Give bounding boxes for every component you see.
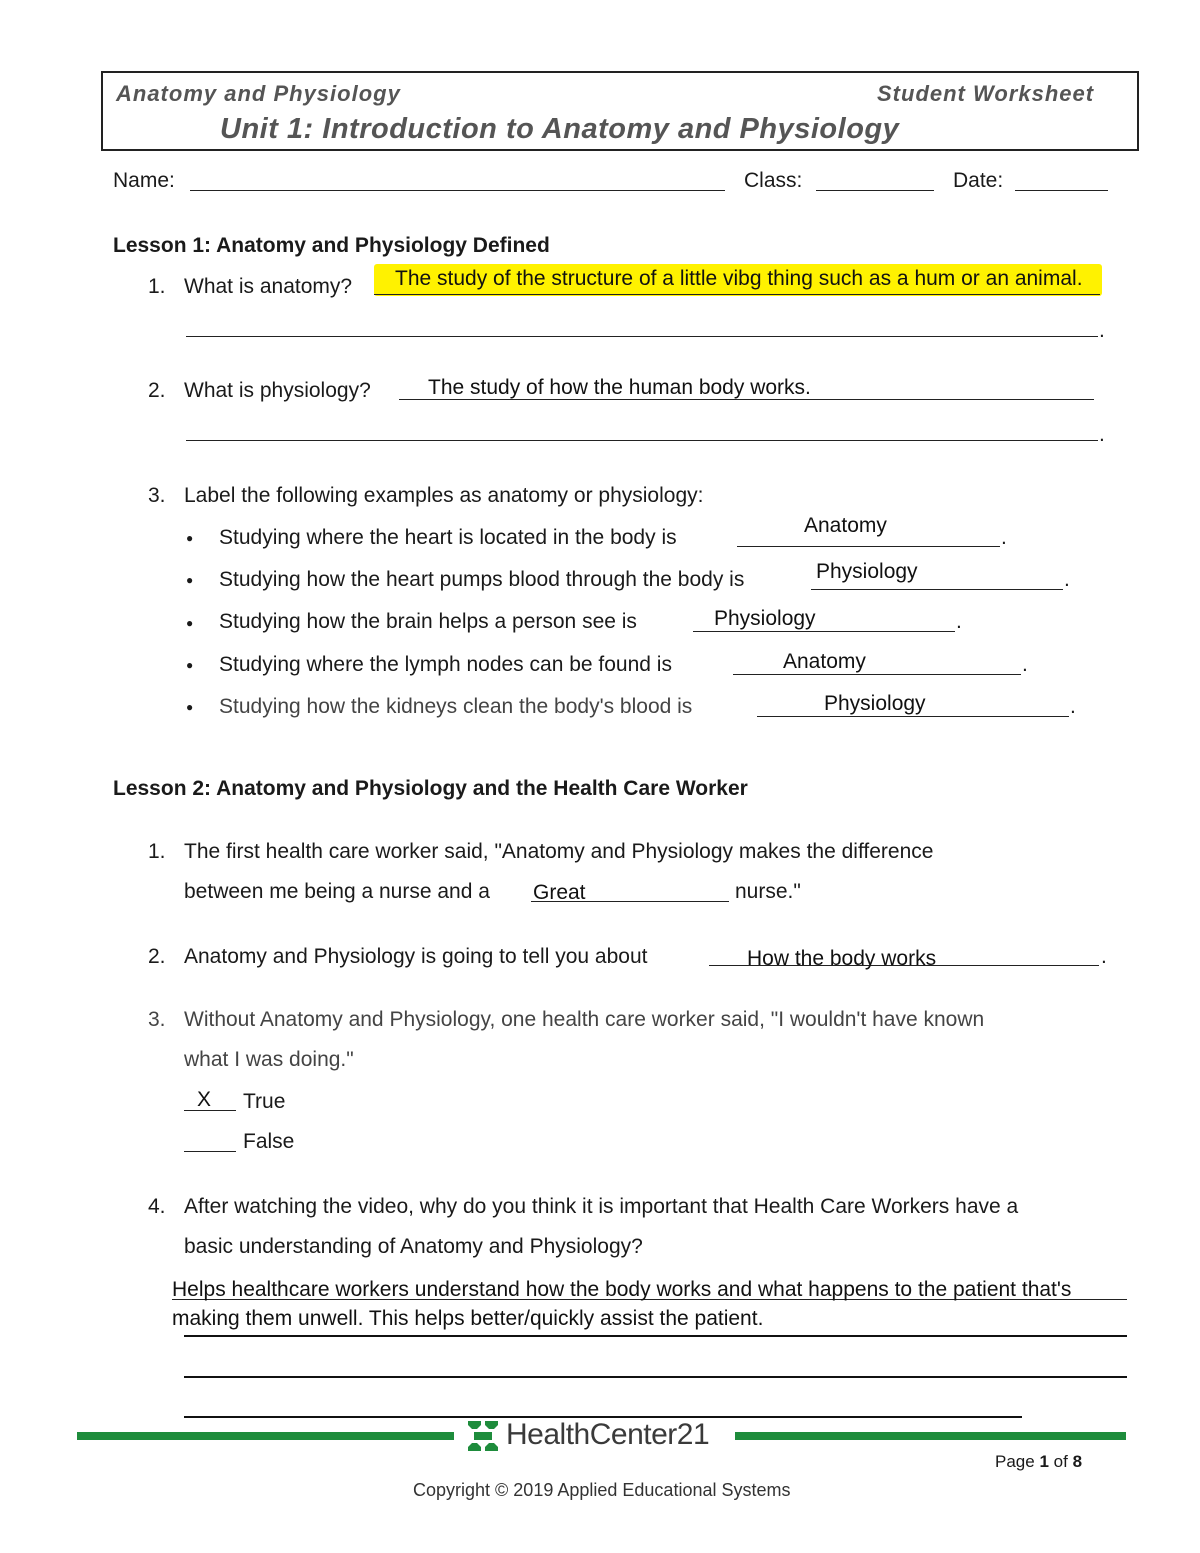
l2-q1-answer: Great bbox=[533, 881, 586, 904]
class-field[interactable] bbox=[816, 190, 934, 191]
l1-q3-item-text: Studying where the lymph nodes can be found is bbox=[219, 653, 672, 676]
name-field[interactable] bbox=[190, 190, 725, 191]
period: . bbox=[1064, 568, 1070, 591]
l2-q1-number: 1. bbox=[148, 840, 166, 863]
true-option-label: True bbox=[243, 1090, 286, 1113]
copyright-notice: Copyright © 2019 Applied Educational Systems bbox=[413, 1480, 791, 1500]
period: . bbox=[1070, 695, 1076, 718]
l1-q2-answer-line-2[interactable] bbox=[186, 440, 1098, 441]
l1-q3-item-text: Studying how the brain helps a person see is bbox=[219, 610, 637, 633]
l1-q3-item-answer-line[interactable] bbox=[757, 716, 1069, 717]
l2-q2-number: 2. bbox=[148, 945, 166, 968]
l1-q3-number: 3. bbox=[148, 484, 166, 507]
bullet-icon: ● bbox=[186, 531, 194, 545]
lesson2-heading: Lesson 2: Anatomy and Physiology and the Health Care Worker bbox=[113, 777, 748, 800]
period: . bbox=[1001, 526, 1007, 549]
l1-q3-item-answer: Physiology bbox=[714, 607, 816, 630]
true-answer-mark: X bbox=[197, 1088, 212, 1111]
bullet-icon: ● bbox=[186, 658, 194, 672]
l1-q3-item-text: Studying how the kidneys clean the body's blood is bbox=[219, 695, 693, 718]
l2-q1-line2-pre: between me being a nurse and a bbox=[184, 880, 490, 903]
l2-q3-line1: Without Anatomy and Physiology, one health care worker said, "I wouldn't have known bbox=[184, 1008, 985, 1031]
l1-q3-item-answer: Physiology bbox=[816, 560, 918, 583]
healthcenter21-logo-text: HealthCenter21 bbox=[506, 1418, 710, 1451]
l2-q4-answer-line1: Helps healthcare workers understand how the body works and what happens to the patient that's bbox=[172, 1278, 1072, 1301]
period: . bbox=[956, 610, 962, 633]
l1-q1-number: 1. bbox=[148, 275, 166, 298]
bullet-icon: ● bbox=[186, 616, 194, 630]
l2-q4-answer-line[interactable] bbox=[184, 1335, 1127, 1337]
bullet-icon: ● bbox=[186, 700, 194, 714]
period: . bbox=[1022, 653, 1028, 676]
page-title: Unit 1: Introduction to Anatomy and Physiology bbox=[220, 113, 900, 145]
l1-q3-item-answer-line[interactable] bbox=[693, 631, 955, 632]
l1-q1-answer: The study of the structure of a little vibg thing such as a hum or an animal. bbox=[395, 267, 1083, 290]
l1-q3-item-answer: Anatomy bbox=[783, 650, 866, 673]
l2-q1-line2-post: nurse." bbox=[735, 880, 801, 903]
l1-q3-item-answer-line[interactable] bbox=[733, 674, 1021, 675]
l1-q3-text: Label the following examples as anatomy or physiology: bbox=[184, 484, 704, 507]
l1-q1-answer-line[interactable] bbox=[374, 294, 1100, 295]
page-total: 8 bbox=[1072, 1452, 1083, 1471]
l1-q2-answer-line[interactable] bbox=[399, 399, 1094, 400]
l2-q4-line2: basic understanding of Anatomy and Physiology? bbox=[184, 1235, 643, 1258]
period: . bbox=[1099, 423, 1105, 446]
false-option-label: False bbox=[243, 1130, 295, 1153]
l1-q2-text: What is physiology? bbox=[184, 379, 371, 402]
date-field[interactable] bbox=[1015, 190, 1108, 191]
bullet-icon: ● bbox=[186, 573, 194, 587]
l2-q1-line1: The first health care worker said, "Anatomy and Physiology makes the difference bbox=[184, 840, 934, 863]
l1-q3-item-answer-line[interactable] bbox=[811, 589, 1063, 590]
course-label: Anatomy and Physiology bbox=[116, 81, 401, 106]
l1-q2-number: 2. bbox=[148, 379, 166, 402]
page-current: 1 bbox=[1039, 1452, 1049, 1471]
healthcenter21-logo-icon bbox=[468, 1421, 498, 1451]
doc-type-label: Student Worksheet bbox=[877, 81, 1095, 106]
name-label: Name: bbox=[113, 169, 175, 192]
l2-q4-number: 4. bbox=[148, 1195, 166, 1218]
lesson1-heading: Lesson 1: Anatomy and Physiology Defined bbox=[113, 234, 550, 257]
l1-q2-answer: The study of how the human body works. bbox=[428, 376, 811, 399]
l2-q4-answer-line[interactable] bbox=[184, 1376, 1127, 1378]
l1-q1-answer-line-2[interactable] bbox=[186, 336, 1098, 337]
date-label: Date: bbox=[953, 169, 1004, 192]
l1-q3-item-text: Studying how the heart pumps blood through the body is bbox=[219, 568, 745, 591]
l2-q4-answer-line2: making them unwell. This helps better/quickly assist the patient. bbox=[172, 1307, 764, 1330]
page-of: of bbox=[1053, 1452, 1068, 1471]
period: . bbox=[1099, 319, 1105, 342]
l1-q3-item-answer-line[interactable] bbox=[737, 546, 1000, 547]
footer-divider-left bbox=[77, 1432, 454, 1440]
l2-q3-number: 3. bbox=[148, 1008, 166, 1031]
l1-q3-item-answer: Anatomy bbox=[804, 514, 887, 537]
l2-q2-text: Anatomy and Physiology is going to tell you about bbox=[184, 945, 648, 968]
l1-q1-text: What is anatomy? bbox=[184, 275, 353, 298]
l2-q3-line2: what I was doing." bbox=[184, 1048, 354, 1071]
page-label: Page bbox=[995, 1452, 1035, 1471]
false-answer-blank[interactable] bbox=[184, 1151, 236, 1152]
l1-q3-item-text: Studying where the heart is located in the body is bbox=[219, 526, 677, 549]
page-number bbox=[995, 1452, 1082, 1472]
period: . bbox=[1101, 945, 1107, 968]
class-label: Class: bbox=[744, 169, 803, 192]
l2-q2-answer: How the body works bbox=[747, 947, 937, 970]
l2-q4-line1: After watching the video, why do you think it is important that Health Care Workers have a bbox=[184, 1195, 1019, 1218]
l1-q3-item-answer: Physiology bbox=[824, 692, 926, 715]
footer-divider-right bbox=[735, 1432, 1126, 1440]
